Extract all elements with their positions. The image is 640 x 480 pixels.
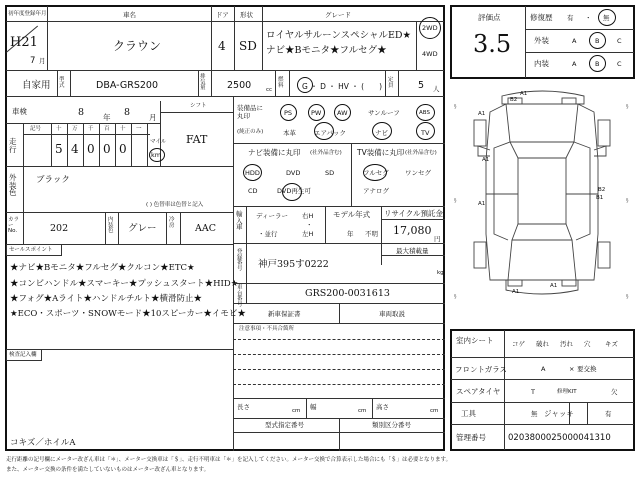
color-note: ( ) 色替車は色替と記入 — [146, 202, 204, 208]
import-label: 輸入車 — [236, 210, 243, 231]
equip-tv: TV — [421, 129, 430, 137]
inspection-month: 8 — [124, 107, 131, 118]
interior-a: A — [572, 60, 577, 68]
navi-sub: (社外品含む) — [310, 150, 342, 156]
inspection-month-unit: 月 — [149, 113, 157, 122]
diagram-mark-right-rear: B1 — [596, 195, 604, 201]
first-reg-month-unit: 月 — [39, 57, 46, 65]
repair-yes: 有 — [567, 14, 574, 22]
mileage-label: 走行 — [9, 137, 17, 154]
dim-length-unit: cm — [292, 408, 301, 414]
registration-value: 神戸395す0222 — [258, 259, 329, 270]
mileage-unit-3: 百 — [104, 126, 110, 132]
svg-text:§: § — [454, 294, 457, 300]
diagram-mark-right-side: B2 — [598, 187, 606, 193]
displacement-value: 2500 — [227, 80, 252, 91]
diagram-mark-front-bumper: B2 — [510, 97, 518, 103]
tools-value: 無 — [531, 410, 538, 418]
footer-line-2: また、メーター交換の条件を満たしていないものはメーター改ざん車となります。 — [6, 467, 210, 473]
mileage-unit-1: 万 — [72, 126, 78, 132]
mileage-sub-label: 記号 — [30, 126, 42, 132]
drive-2wd: 2WD — [422, 24, 438, 32]
car-name-label: 車名 — [123, 11, 136, 19]
tv-oneseg: ワンセグ — [405, 169, 431, 177]
tv-title: TV装備に丸印 — [357, 148, 405, 157]
mileage-digit-2: 0 — [87, 142, 95, 156]
inspector-notes-label: 検査記入欄 — [9, 352, 37, 358]
model-number-label: 型式指定番号 — [265, 421, 304, 429]
svg-text:§: § — [626, 294, 629, 300]
mileage-unit-5: 一 — [136, 126, 142, 132]
sales-point-line-2: ★コンビハンドル★スマーキー★プッシュスタート★HID★ — [10, 279, 239, 289]
car-name: クラウン — [113, 39, 162, 53]
grade-line-1: ロイヤルサルーンスペシャルED★ — [266, 30, 412, 41]
usage-value: 自家用 — [22, 80, 51, 91]
mileage-unit-0: 十 — [56, 126, 62, 132]
sheet-burn: コゲ — [512, 340, 525, 348]
score-label: 評価点 — [478, 13, 501, 22]
model-year-unit: 年 — [347, 230, 354, 238]
equip-leather: 本革 — [283, 129, 296, 137]
sales-point-line-4: ★ECO・スポーツ・SNOWモード★10スピーカー★イモビ★ — [10, 309, 246, 319]
equip-aw: AW — [337, 109, 348, 117]
import-right: 右H — [302, 212, 314, 220]
inspection-year: 8 — [78, 107, 85, 118]
body-type-value: SD — [239, 39, 257, 53]
sales-point-line-3: ★フォグ★Aライト★ハンドルチルト★横滑防止★ — [10, 294, 203, 304]
spare-label: スペアタイヤ — [456, 387, 501, 396]
diagram-mark-rear-right: A1 — [550, 283, 558, 289]
inspector-notes-footer: コキズ／ホイルA — [10, 438, 76, 448]
jack-label: ジャッキ — [544, 409, 574, 418]
equip-ps: PS — [284, 109, 293, 117]
navi-hdd: HDD — [245, 169, 260, 177]
exterior-a: A — [572, 37, 577, 45]
dim-width-unit: cm — [358, 408, 367, 414]
capacity-label: 定員 — [388, 77, 394, 89]
interior-b: B — [595, 60, 600, 68]
import-mid: ・ — [306, 221, 313, 229]
jack-value: 有 — [605, 410, 612, 418]
model-year-unknown: 不明 — [365, 230, 378, 238]
mileage-digit-0: 5 — [55, 142, 63, 156]
doors-value: 4 — [218, 39, 226, 53]
spare-kit: 修理KIT — [557, 389, 577, 395]
windshield-note: 要交換 — [577, 365, 597, 373]
tools-label: 工具 — [461, 409, 476, 418]
navi-cd: CD — [248, 187, 258, 195]
warranty-new-car: 新車保証書 — [268, 310, 301, 318]
doors-label: ドア — [216, 11, 229, 19]
grade-line-2: ナビ★Bモニタ★フルセグ★ — [266, 45, 387, 56]
mgmt-label: 管理番号 — [456, 433, 486, 442]
warranty-manual: 車両取説 — [379, 310, 405, 318]
exterior-c: C — [617, 37, 622, 45]
capacity-value: 5 — [418, 80, 425, 91]
tv-fullseg: フルセグ — [363, 169, 389, 177]
tv-sub: (社外品含む) — [405, 150, 437, 156]
equipment-title: 装備品に丸印 — [237, 104, 263, 121]
equip-abs: ABS — [419, 110, 430, 116]
registration-label: 登録番号 — [237, 249, 243, 272]
import-left: 左H — [302, 230, 314, 238]
sales-point-line-1: ★ナビ★Bモニタ★フルセグ★クルコン★ETC★ — [10, 263, 195, 273]
windshield-x: × — [569, 365, 575, 373]
svg-text:§: § — [626, 198, 629, 204]
fuel-options: G ・ D ・ HV ・ ( ) — [302, 82, 383, 91]
shift-value: FAT — [186, 133, 208, 146]
repair-dot: ・ — [585, 14, 592, 22]
sheet-hole: 穴 — [584, 340, 591, 348]
color-value: ブラック — [36, 175, 70, 185]
mileage-unit-4: 十 — [120, 126, 126, 132]
equip-pw: PW — [311, 109, 322, 117]
equipment-sub: (純正のみ) — [237, 129, 264, 135]
equip-sunroof: サンルーフ — [368, 109, 400, 117]
interior-sheet-label: 室内シート — [456, 336, 494, 345]
shift-label: シフト — [190, 103, 207, 109]
navi-dvd: DVD — [286, 169, 301, 177]
mileage-mile-label: マイル — [150, 139, 167, 145]
first-reg-label: 初年度登録年月 — [8, 11, 47, 17]
import-parallel: ・並行 — [258, 230, 278, 238]
exterior-b: B — [595, 37, 600, 45]
mgmt-value: 0203800025000041310 — [508, 433, 611, 443]
body-type-label: 形状 — [240, 11, 253, 19]
first-reg-era: H21 — [10, 35, 38, 50]
displacement-unit: cc — [266, 87, 273, 93]
sales-points-label: セールスポイント — [9, 247, 53, 253]
color-no-value: 202 — [50, 223, 69, 234]
color-label: 外装色 — [9, 173, 17, 197]
color-no-label: カラーNo. — [8, 217, 20, 234]
grade-label: グレード — [325, 11, 351, 19]
chassis-label: 車台番号 — [237, 285, 243, 308]
sheet-stain: 汚れ — [560, 340, 573, 348]
spare-t: T — [531, 388, 535, 396]
mileage-unit-2: 千 — [88, 126, 94, 132]
dim-width: 幅 — [310, 403, 317, 411]
mileage-digit-3: 0 — [103, 142, 111, 156]
model-value: DBA-GRS200 — [96, 80, 159, 91]
equip-navi: ナビ — [375, 129, 388, 137]
svg-text:§: § — [626, 104, 629, 110]
windshield-label: フロントガラス — [455, 365, 508, 374]
sheet-scratch: キズ — [605, 340, 618, 348]
dim-height: 高さ — [376, 403, 389, 411]
inspection-year-unit: 年 — [103, 113, 111, 122]
first-reg-month: 7 — [30, 56, 36, 66]
interior-color-value: グレー — [128, 223, 157, 234]
interior-c: C — [617, 60, 622, 68]
displacement-label: 排気量 — [200, 74, 206, 91]
model-label: 型式 — [59, 77, 65, 89]
spare-none: 欠 — [611, 388, 618, 396]
footer-line-1: 走行距離の記号欄にメーター改ざん車は「＊」、メーター交換車は「＄」、走行不明車は「＊」を記入してください。メーター交換で合算表示した場合にも「＄」は必要となります。 — [6, 457, 452, 463]
ac-value: AAC — [195, 223, 216, 234]
navi-dvd-play: DVD再生可 — [277, 187, 311, 195]
damage-diagram — [450, 84, 635, 324]
max-load-unit: kg — [437, 270, 444, 276]
navi-sd: SD — [325, 169, 335, 177]
diagram-mark-rear-left: A1 — [512, 289, 520, 295]
import-dealer: ディーラー — [256, 212, 288, 220]
chassis-value: GRS200-0031613 — [305, 288, 390, 299]
recycle-unit: 円 — [434, 235, 441, 243]
repair-label: 修復歴 — [530, 13, 553, 22]
diagram-mark-left-front: A1 — [478, 111, 486, 117]
fuel-label: 燃料 — [278, 77, 284, 89]
diagram-mark-front-left: A1 — [520, 91, 528, 97]
interior-label: 内装 — [534, 59, 549, 68]
exterior-label: 外装 — [534, 36, 549, 45]
windshield-a: A — [541, 365, 546, 373]
diagram-mark-left-mid: A1 — [482, 157, 490, 163]
svg-text:§: § — [454, 104, 457, 110]
mileage-km-label: km — [151, 151, 162, 159]
equip-airbag: エアバック — [314, 129, 346, 137]
capacity-unit: 人 — [433, 85, 440, 93]
dim-height-unit: cm — [430, 408, 439, 414]
class-number-label: 類別区分番号 — [372, 421, 411, 429]
max-load-label: 最大積載量 — [396, 247, 429, 255]
fuel-g-circle — [297, 77, 313, 93]
score-value: 3.5 — [473, 30, 512, 58]
interior-color-label: 内装色 — [108, 217, 114, 234]
ac-label: 冷房 — [169, 217, 175, 229]
navi-title: ナビ装備に丸印 — [248, 148, 301, 157]
mileage-digit-4: 0 — [119, 142, 127, 156]
recycle-label: リサイクル預託金 — [384, 209, 443, 218]
caution-label: 注意事項・不具合箇所 — [239, 326, 295, 332]
inspection-label: 車検 — [12, 107, 27, 116]
sheet-tear: 破れ — [536, 340, 549, 348]
drive-4wd: 4WD — [422, 50, 438, 58]
dim-length: 長さ — [237, 403, 250, 411]
tv-analog: アナログ — [363, 187, 389, 195]
mileage-digit-1: 4 — [71, 142, 79, 156]
repair-no: 無 — [603, 14, 610, 22]
svg-text:§: § — [454, 198, 457, 204]
recycle-value: 17,080 — [393, 224, 432, 237]
model-year-label: モデル年式 — [333, 210, 371, 219]
diagram-mark-left-rear: A1 — [478, 201, 486, 207]
